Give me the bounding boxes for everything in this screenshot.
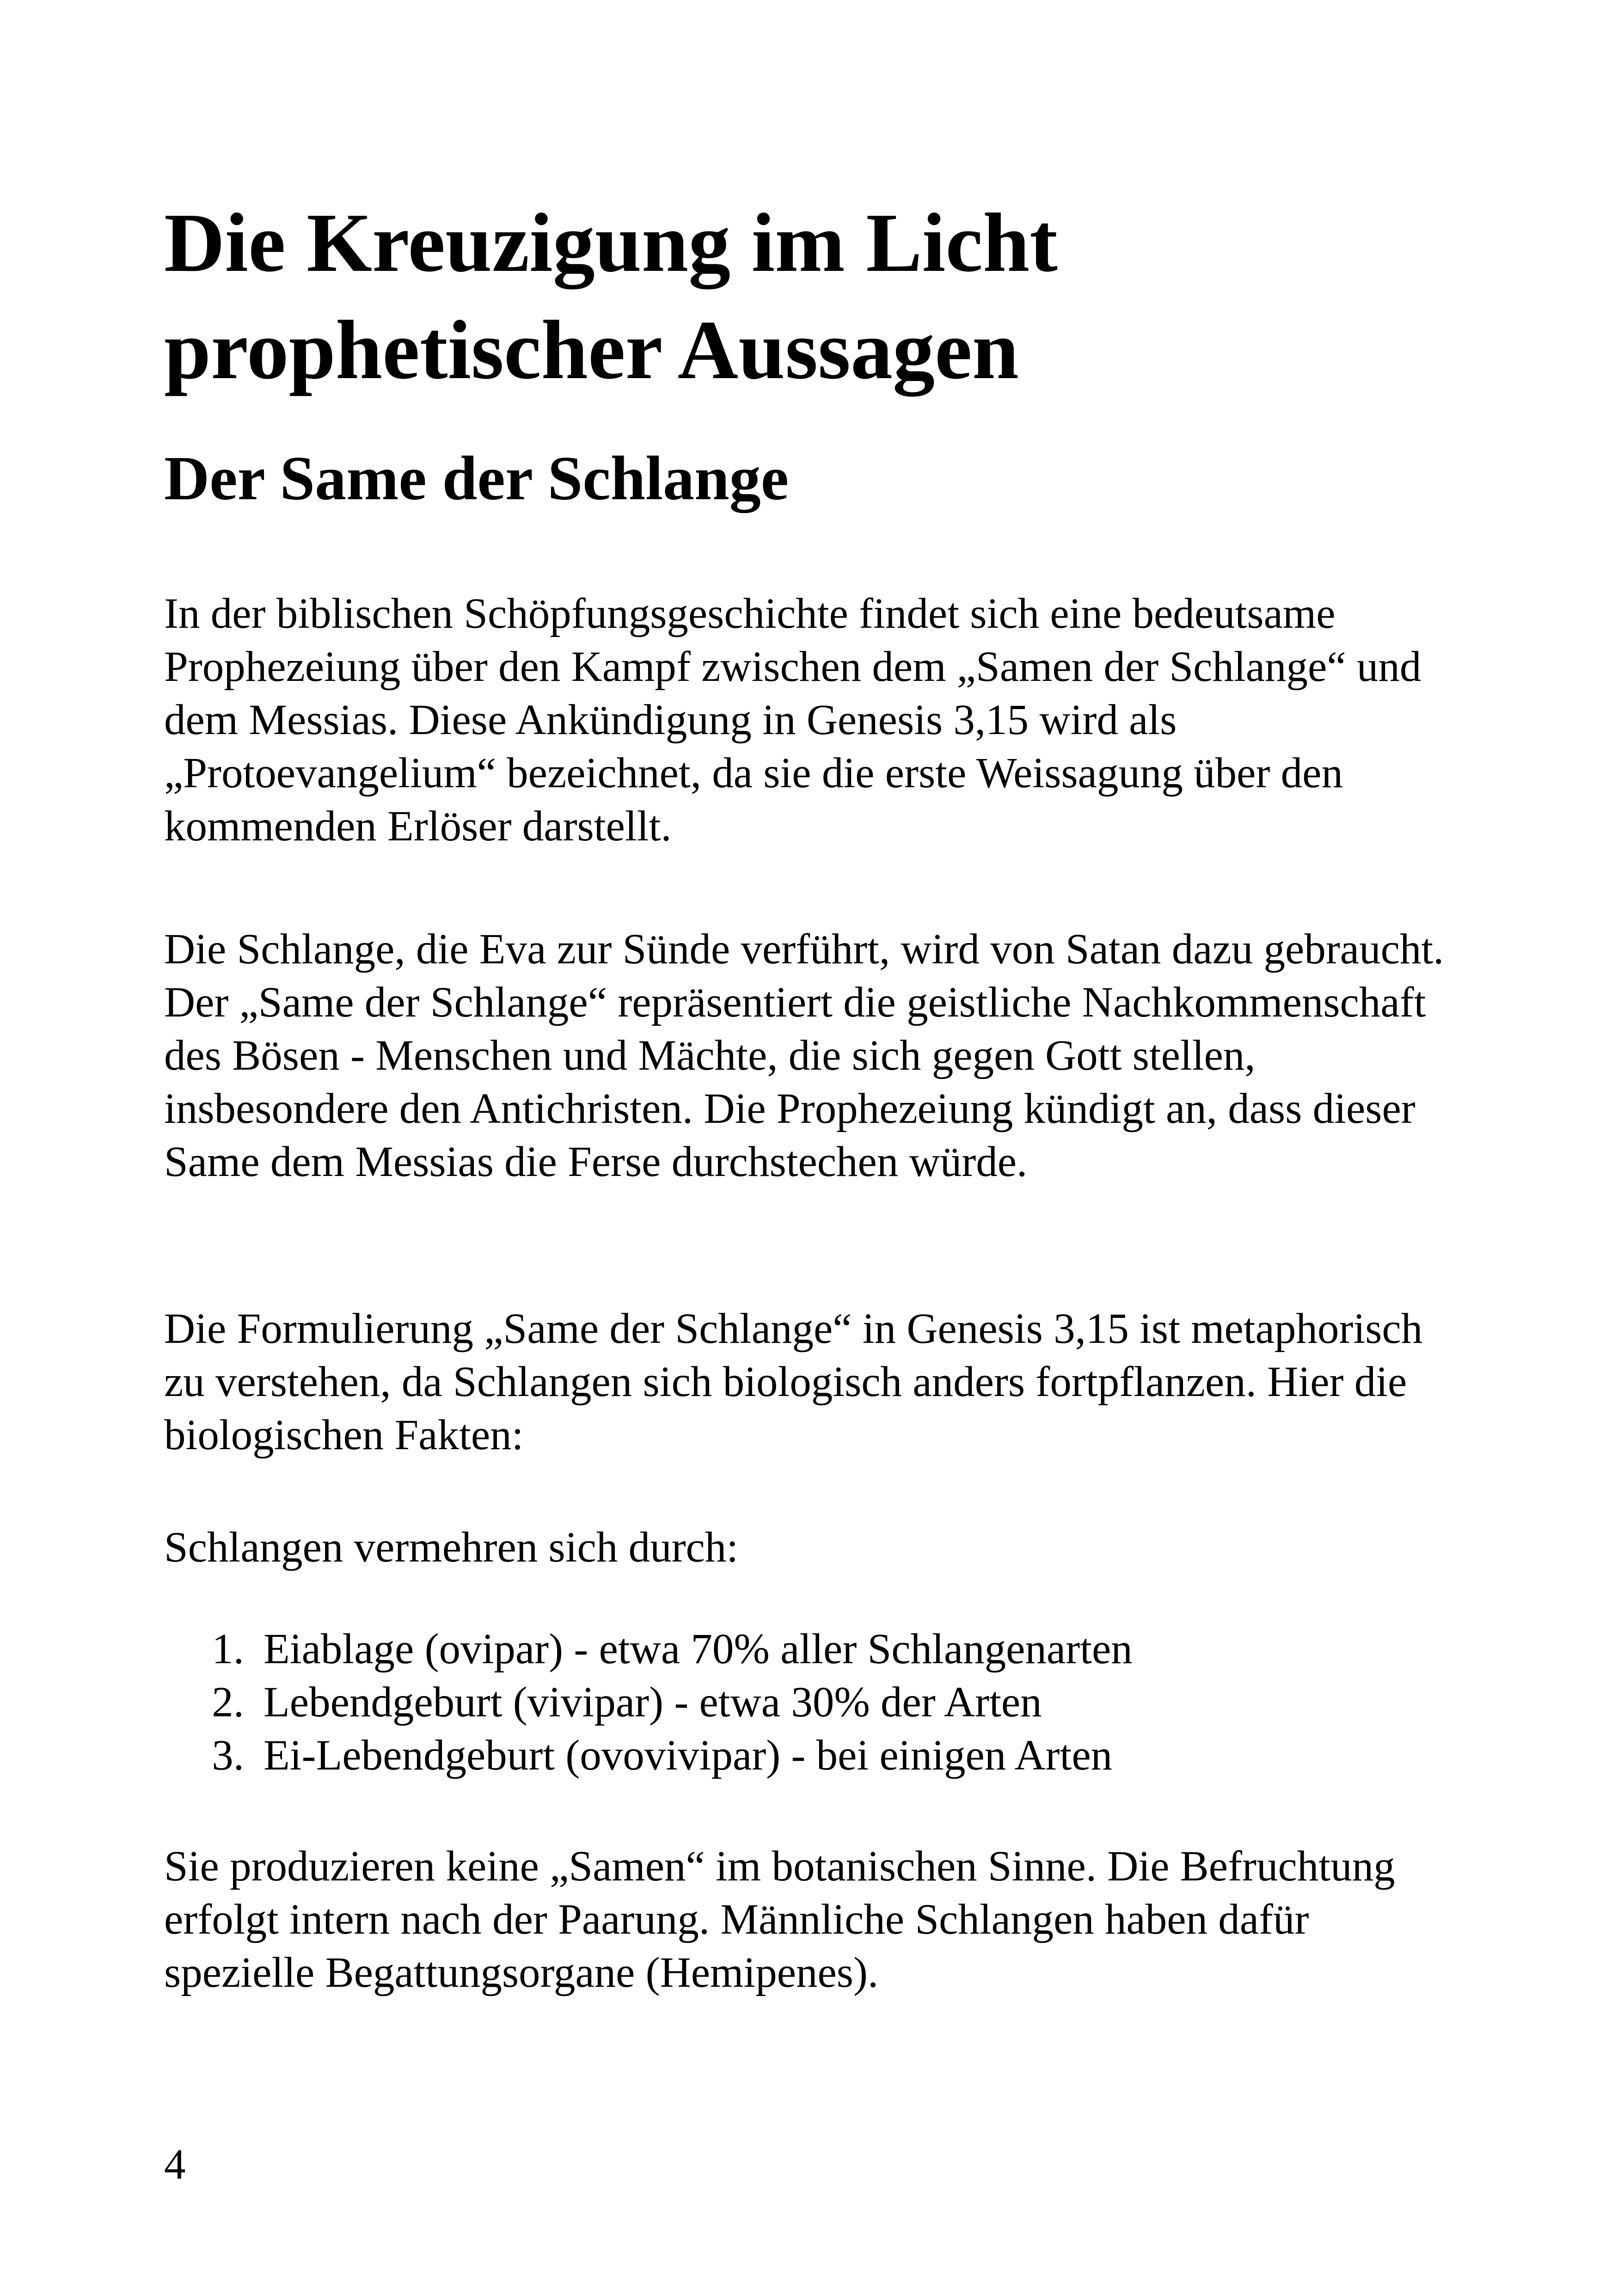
list-item-text: Lebendgeburt (vivipar) - etwa 30% der Arten	[264, 1678, 1042, 1726]
section-heading: Der Same der Schlange	[164, 444, 789, 513]
page-title: Die Kreuzigung im Licht prophetischer Aussagen	[164, 196, 1058, 397]
paragraph-metaphor: Die Formulierung „Same der Schlange“ in Genesis 3,15 ist metaphorisch zu verstehen, da Schlangen sich biologisch anders fortpflanzen. Hier die biologischen Fakten:	[164, 1305, 1423, 1459]
list-item-text: Ei-Lebendgeburt (ovovivipar) - bei einigen Arten	[264, 1732, 1113, 1779]
list-item	[164, 1676, 1468, 1729]
list-item-number: 2.	[212, 1678, 244, 1726]
list-item-number: 3.	[212, 1732, 244, 1779]
list-item	[164, 1623, 1468, 1676]
list-item-text: Eiablage (ovipar) - etwa 70% aller Schlangenarten	[264, 1625, 1133, 1673]
page-number: 4	[164, 2141, 186, 2188]
paragraph-fertilization: Sie produzieren keine „Samen“ im botanischen Sinne. Die Befruchtung erfolgt intern nach der Paarung. Männliche Schlangen haben dafür spezielle Begattungsorgane (Hemipenes).	[164, 1843, 1395, 1996]
paragraph-intro: In der biblischen Schöpfungsgeschichte findet sich eine bedeutsame Prophezeiung über den Kampf zwischen dem „Samen der Schlange“ und dem Messias. Diese Ankündigung in Genesis 3,15 wird als „Protoevangelium“ bezeichnet, da sie die erste Weissagung über den kommenden Erlöser darstellt.	[164, 590, 1422, 850]
paragraph-serpent: Die Schlange, die Eva zur Sünde verführt, wird von Satan dazu gebraucht. Der „Same der Schlange“ repräsentiert die geistliche Nachkommenschaft des Bösen - Menschen und Mächte, die sich gegen Gott stellen, insbesondere den Antichristen. Die Prophezeiung kündigt an, dass dieser Same dem Messias die Ferse durchstechen würde.	[164, 925, 1444, 1186]
paragraph-list-intro: Schlangen vermehren sich durch:	[164, 1524, 739, 1571]
list-item-number: 1.	[212, 1625, 244, 1673]
reproduction-list	[164, 1623, 1468, 1782]
list-item	[164, 1729, 1468, 1782]
